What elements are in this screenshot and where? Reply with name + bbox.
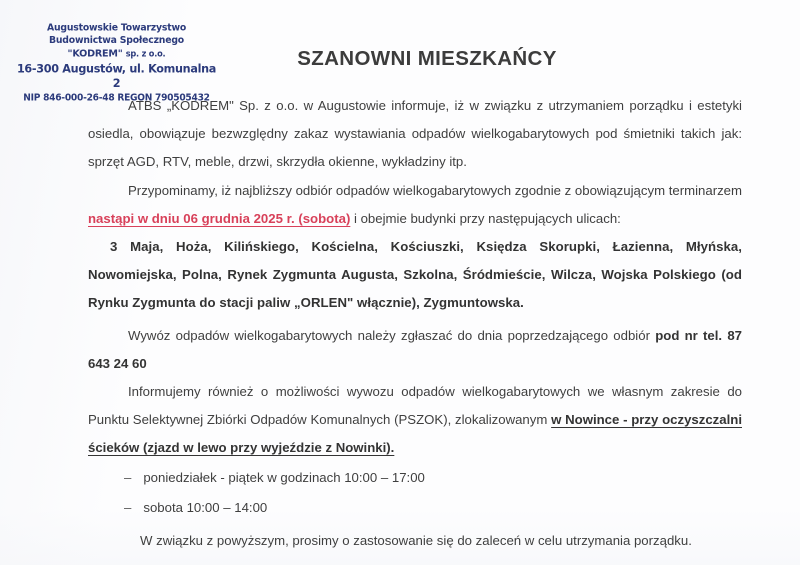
opening-hours-weekday-text: poniedziałek - piątek w godzinach 10:00 – 17:00: [143, 469, 425, 485]
paragraph-pszok: [88, 378, 742, 463]
bullet-dash-icon: –: [124, 499, 132, 515]
stamp-brand: "KODREM": [67, 48, 123, 60]
collection-date-lead: Przypominamy, iż najbliższy odbiór odpadów wielkogabarytowych zgodnie z obowiązującym terminarzem: [128, 182, 742, 198]
paragraph-collection-date: [88, 177, 742, 233]
opening-hours-saturday-text: sobota 10:00 – 14:00: [143, 499, 268, 515]
stamp-address: 16-300 Augustów, ul. Komunalna 2: [16, 61, 217, 91]
stamp-legal-form: sp. z o.o.: [125, 48, 166, 59]
collection-date-highlight: nastąpi w dniu 06 grudnia 2025 r. (sobota): [88, 210, 351, 226]
street-list: 3 Maja, Hoża, Kilińskiego, Kościelna, Kościuszki, Księdza Skorupki, Łazienna, Młyńska, Nowomiejska, Polna, Rynek Zygmunta Augusta, Szkolna, Śródmieście, Wilcza, Wojska Polskiego (od Rynku Zygmunta do stacji paliw „ORLEN" włącznie), Zygmuntowska.: [88, 239, 742, 311]
stamp-tax-ids: NIP 846-000-26-48 REGON 790505432: [23, 92, 210, 104]
bullet-dash-icon: –: [124, 469, 132, 485]
collection-date-tail: i obejmie budynki przy następujących ulicach:: [350, 210, 621, 226]
paragraph-closing: W związku z powyższym, prosimy o zastosowanie się do zaleceń w celu utrzymania porządku.: [140, 532, 692, 548]
contact-phone: pod nr tel. 87 643 24 60: [88, 327, 742, 371]
paragraph-phone: [88, 322, 742, 378]
stamp-company-name: Augustowskie Towarzystwo Budownictwa Społecznego: [46, 22, 187, 47]
page-title: SZANOWNI MIESZKAŃCY: [297, 46, 557, 70]
document-body: [88, 92, 742, 555]
opening-hours-weekday: [124, 463, 742, 493]
opening-hours-saturday: [124, 493, 742, 523]
pszok-location: w Nowince - przy oczyszczalni ścieków (zjazd w lewo przy wyjeździe z Nowinki).: [88, 412, 742, 456]
paragraph-intro: ATBS „KODREM" Sp. z o.o. w Augustowie informuje, iż w związku z utrzymaniem porządku i estetyki osiedla, obowiązuje bezwzględny zakaz wystawiania odpadów wielkogabarytowych pod śmietniki takich jak: sprzęt AGD, RTV, meble, drzwi, skrzydła okienne, wykładziny itp.: [88, 98, 742, 170]
pszok-lead: Informujemy również o możliwości wywozu odpadów wielkogabarytowych we własnym zakresie do Punktu Selektywnej Zbiórki Odpadów Komunalnych (PSZOK), zlokalizowanym: [88, 384, 742, 428]
phone-lead: Wywóz odpadów wielkogabarytowych należy zgłaszać do dnia poprzedzającego odbiór: [128, 327, 656, 343]
